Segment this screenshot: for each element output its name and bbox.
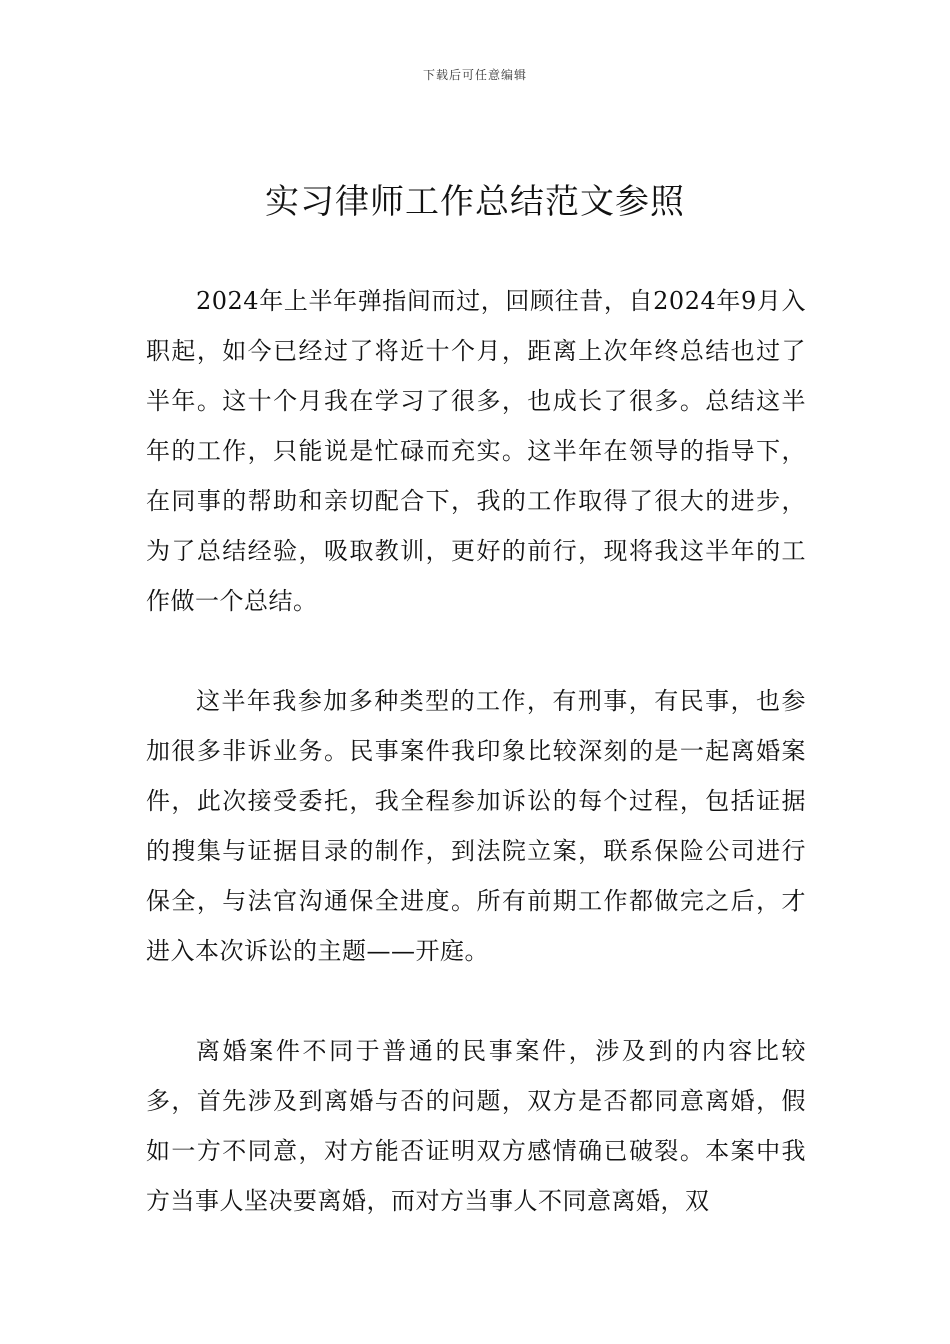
paragraph: 2024年上半年弹指间而过，回顾往昔，自2024年9月入职起，如今已经过了将近十个月，距离上次年终总结也过了半年。这十个月我在学习了很多，也成长了很多。总结这半年的工作，只能说是忙碌而充实。这半年在领导的指导下，在同事的帮助和亲切配合下，我的工作取得了很大的进步，为了总结经验，吸取教训，更好的前行，现将我这半年的工作做一个总结。 [146,287,806,615]
paragraph: 离婚案件不同于普通的民事案件，涉及到的内容比较多，首先涉及到离婚与否的问题，双方是否都同意离婚，假如一方不同意，对方能否证明双方感情确已破裂。本案中我方当事人坚决要离婚，而对方当事人不同意离婚，双 [146,1037,806,1215]
document-body [146,276,806,1276]
header-note: 下载后可任意编辑 [422,68,527,82]
paragraph: 这半年我参加多种类型的工作，有刑事，有民事，也参加很多非诉业务。民事案件我印象比较深刻的是一起离婚案件，此次接受委托，我全程参加诉讼的每个过程，包括证据的搜集与证据目录的制作，到法院立案，联系保险公司进行保全，与法官沟通保全进度。所有前期工作都做完之后，才进入本次诉讼的主题——开庭。 [146,687,806,965]
document-title: 实习律师工作总结范文参照 [265,182,685,222]
